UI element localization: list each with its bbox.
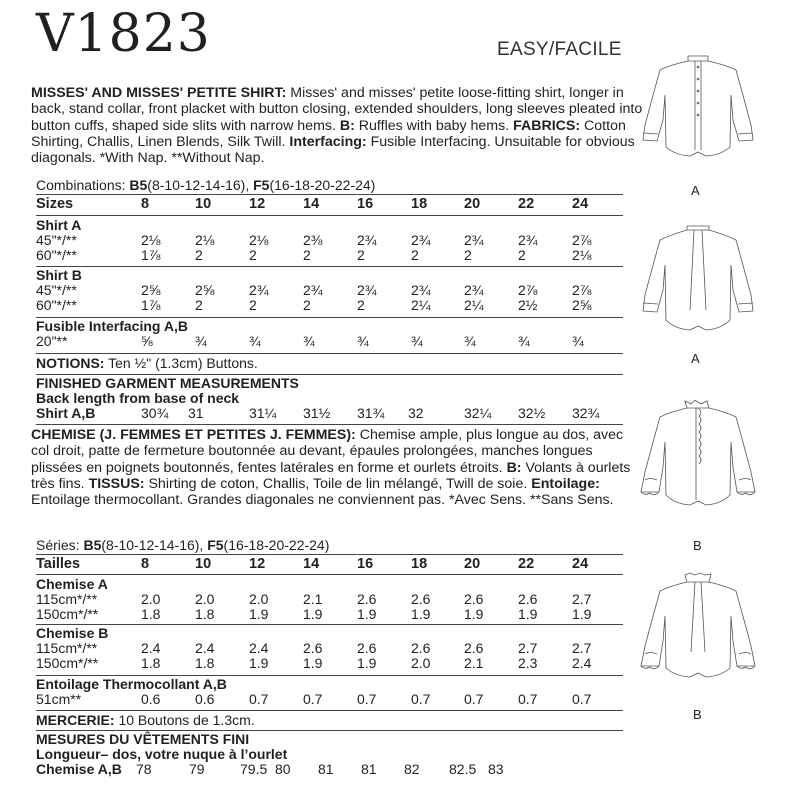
finished-measurements-en: FINISHED GARMENT MEASUREMENTS Back length from base of neck Shirt A,B 30¾ 31 31¼ 31½ 31¾ 32 32¼ 32½ 32¾	[36, 376, 623, 421]
pattern-number: V1823	[36, 4, 211, 64]
combinations-en: Combinations: B5(8-10-12-14-16), F5(16-18-20-22-24)	[36, 177, 376, 193]
view-label: A	[691, 183, 700, 198]
description-title: MISSES' AND MISSES' PETITE SHIRT:	[31, 85, 287, 101]
table-row: 115cm*/** 2.4 2.4 2.4 2.6 2.6 2.6 2.6 2.7 2.7	[36, 640, 592, 656]
yardage-table-fr	[36, 556, 623, 573]
description-english: MISSES' AND MISSES' PETITE SHIRT: Misses' and misses' petite loose-fitting shirt, longer in back, stand collar, front placket with button closing, extended shoulders, long sleeves pleated into button cuffs, shaped side slits with narrow hems. B: Ruffles with baby hems. FABRICS: Cotton Shirting, Challis, Linen Blends, Silk Twill. Interfacing: Fusible Interfacing. Unsuitable for obvious diagonals. *With Nap. **Without Nap.	[31, 85, 643, 167]
table-row: 150cm*/** 1.8 1.8 1.9 1.9 1.9 2.0 2.1 2.3 2.4	[36, 655, 592, 671]
divider	[36, 554, 623, 555]
chemise-b-section: Chemise B 115cm*/** 2.4 2.4 2.4 2.6 2.6 2.6 2.6 2.7 2.7 150cm*/** 1.8 1.8 1.9 1.9 1.9 2.0 2.1 2.3 2.4	[36, 626, 623, 671]
divider	[36, 353, 623, 354]
tissus-label: TISSUS:	[88, 475, 145, 492]
shirt-a-section: Shirt A 45"*/** 2⅛ 2⅛ 2⅛ 2⅜ 2¾ 2¾ 2¾ 2¾ 2⅞ 60"*/** 1⅞ 2 2 2 2 2 2 2 2⅛	[36, 218, 623, 263]
table-row: 51cm** 0.6 0.6 0.7 0.7 0.7 0.7 0.7 0.7 0.7	[36, 691, 592, 707]
shirt-a-front-illustration	[635, 55, 765, 160]
divider	[36, 215, 623, 216]
shirt-b-back-illustration	[635, 572, 765, 682]
table-row: 150cm*/** 1.8 1.8 1.9 1.9 1.9 1.9 1.9 1.9 1.9	[36, 606, 592, 622]
divider	[36, 266, 623, 267]
section-title: MESURES DU VÊTEMENTS FINI	[36, 731, 250, 747]
entoilage-label: Entoilage:	[531, 475, 600, 492]
table-row: 45"*/** 2⅛ 2⅛ 2⅛ 2⅜ 2¾ 2¾ 2¾ 2¾ 2⅞	[36, 232, 592, 248]
view-label: A	[691, 351, 700, 366]
notions-row: NOTIONS: Ten ½" (1.3cm) Buttons.	[36, 355, 258, 371]
interfacing-section: Fusible Interfacing A,B 20"** ⅝ ¾ ¾ ¾ ¾ ¾ ¾ ¾ ¾	[36, 319, 623, 349]
divider	[36, 194, 623, 195]
chemise-a-section: Chemise A 115cm*/** 2.0 2.0 2.0 2.1 2.6 2.6 2.6 2.6 2.7 150cm*/** 1.8 1.8 1.9 1.9 1.9 1.9 1.9 1.9 1.9	[36, 577, 623, 622]
table-row: 60"*/** 1⅞ 2 2 2 2 2¼ 2¼ 2½ 2⅝	[36, 297, 592, 313]
entoilage-section: Entoilage Thermocollant A,B 51cm** 0.6 0.6 0.7 0.7 0.7 0.7 0.7 0.7 0.7	[36, 677, 623, 707]
fabrics-label: FABRICS:	[513, 117, 581, 134]
table-row: 20"** ⅝ ¾ ¾ ¾ ¾ ¾ ¾ ¾ ¾	[36, 333, 584, 349]
section-title: FINISHED GARMENT MEASUREMENTS	[36, 375, 299, 391]
table-row: 60"*/** 1⅞ 2 2 2 2 2 2 2 2⅛	[36, 247, 592, 263]
difficulty-label: EASY/FACILE	[497, 39, 622, 60]
interfacing-label: Interfacing:	[289, 133, 367, 150]
divider	[36, 710, 623, 711]
shirt-a-back-illustration	[635, 225, 765, 335]
combinations-fr: Séries: B5(8-10-12-14-16), F5(16-18-20-22-24)	[36, 537, 330, 553]
divider	[36, 574, 623, 575]
table-row: Chemise A,B 78 79 79.5 80 81 81 82 82.5 83	[36, 761, 504, 777]
yardage-table-en	[36, 196, 623, 213]
sizes-header-row: Sizes 8 10 12 14 16 18 20 22 24	[36, 196, 589, 212]
table-row: 115cm*/** 2.0 2.0 2.0 2.1 2.6 2.6 2.6 2.6 2.7	[36, 591, 592, 607]
table-row: 45"*/** 2⅝ 2⅝ 2¾ 2¾ 2¾ 2¾ 2¾ 2⅞ 2⅞	[36, 282, 592, 298]
tailles-header-row: Tailles 8 10 12 14 16 18 20 22 24	[36, 556, 589, 572]
finished-measurements-fr: MESURES DU VÊTEMENTS FINI Longueur– dos, votre nuque à l’ourlet Chemise A,B 78 79 79.5 80 81 81 82 82.5 83	[36, 732, 623, 777]
description-french: CHEMISE (J. FEMMES ET PETITES J. FEMMES): Chemise ample, plus longue au dos, avec col droit, patte de fermeture boutonnée au devant, épaules prolongées, manches longues plissées en poignets boutonnés, fentes latérales en forme et ourlets étroits. B: Volants à ourlets très fins. TISSUS: Shirting de coton, Challis, Toile de lin mélangé, Twill de soie. Entoilage: Entoilage thermocollant. Grandes diagonales ne conviennent pas. *Avec Sens. **Sans Sens.	[31, 427, 631, 509]
view-label: B	[693, 707, 702, 722]
divider	[36, 424, 623, 425]
shirt-b-front-illustration	[635, 400, 765, 510]
description-title-fr: CHEMISE (J. FEMMES ET PETITES J. FEMMES):	[31, 427, 356, 443]
table-row: Shirt A,B 30¾ 31 31¼ 31½ 31¾ 32 32¼ 32½ 32¾	[36, 405, 600, 421]
mercerie-row: MERCERIE: 10 Boutons de 1.3cm.	[36, 712, 255, 728]
shirt-b-section: Shirt B 45"*/** 2⅝ 2⅝ 2¾ 2¾ 2¾ 2¾ 2¾ 2⅞ 2⅞ 60"*/** 1⅞ 2 2 2 2 2¼ 2¼ 2½ 2⅝	[36, 268, 623, 313]
view-label: B	[693, 538, 702, 553]
divider	[36, 624, 623, 625]
